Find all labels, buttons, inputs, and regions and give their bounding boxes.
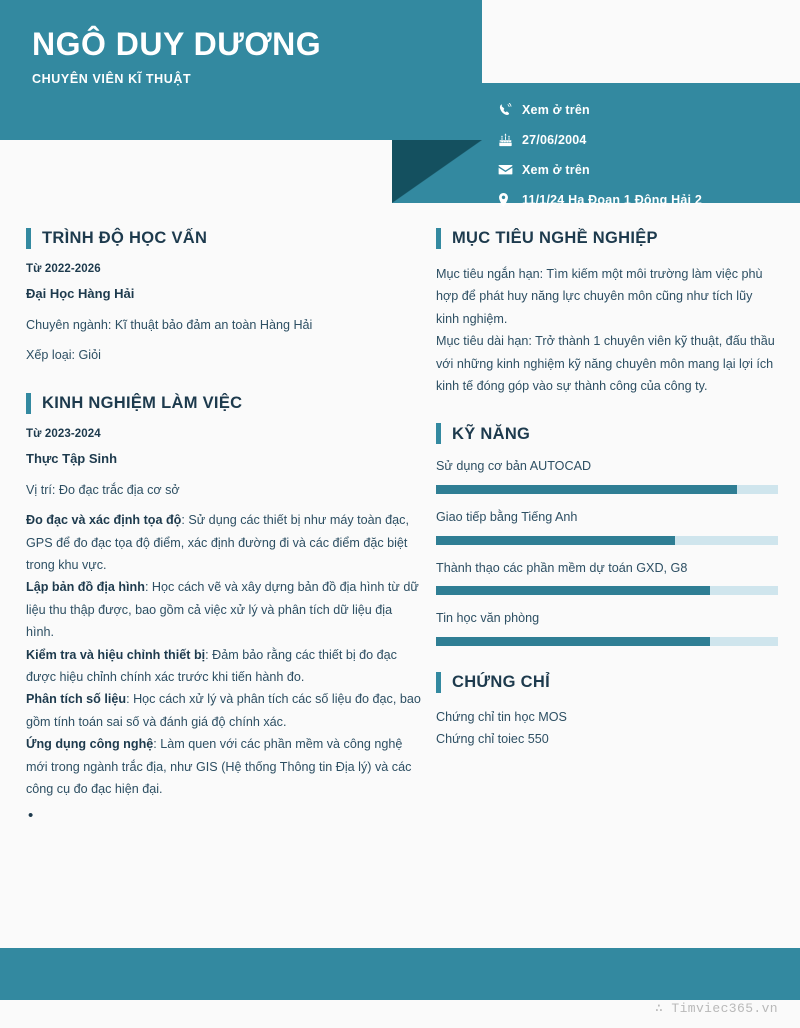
duty-label: Lập bản đồ địa hình <box>26 580 145 595</box>
duty-text: : Sử dụng các thiết bị như máy toàn đạc, GPS để đo đạc tọa độ điểm, xác định đường đi và các điểm đặc biệt trong khu vực. <box>26 513 409 573</box>
objective-paragraph-long-term: Mục tiêu dài hạn: Trở thành 1 chuyên viên kỹ thuật, đấu thầu với những kinh nghiệm kỹ năng chuyên môn mang lại lợi ích kinh tế đóng góp vào sự thành công của công ty. <box>436 334 775 394</box>
phone-icon <box>498 103 522 117</box>
section-title: CHỨNG CHỈ <box>452 673 550 692</box>
section-accent-bar <box>26 228 31 249</box>
section-accent-bar <box>26 393 31 414</box>
birthday-cake-icon <box>498 133 522 147</box>
duty-item <box>26 733 422 800</box>
certificate-item: Chứng chỉ tin học MOS <box>436 709 567 724</box>
location-pin-icon <box>498 193 522 207</box>
certificate-item: Chứng chỉ toiec 550 <box>436 731 549 746</box>
page-title: NGÔ DUY DƯƠNG <box>32 26 322 62</box>
skill-progress-track <box>436 485 778 494</box>
skill-item <box>436 458 778 494</box>
skill-progress-fill <box>436 637 710 646</box>
duty-text: : Đảm bảo rằng các thiết bị đo đạc được hiệu chỉnh chính xác trước khi tiến hành đo. <box>26 647 397 685</box>
skill-progress-track <box>436 536 778 545</box>
skill-item <box>436 610 778 646</box>
section-objective <box>436 228 778 397</box>
experience-period: Từ 2023-2024 <box>26 427 101 440</box>
duty-text: : Làm quen với các phần mềm và công nghệ mới trong ngành trắc địa, như GIS (Hệ thống Thông tin Địa lý) và các công cụ đo đạc hiện đại. <box>26 737 412 797</box>
duty-label: Phân tích số liệu <box>26 692 127 707</box>
duty-label: Ứng dụng công nghệ <box>26 737 154 752</box>
skills-heading <box>436 423 778 444</box>
contact-value-email: Xem ở trên <box>522 163 590 177</box>
duty-item <box>26 576 422 643</box>
contact-item-email[interactable] <box>498 155 800 185</box>
objective-paragraph-short-term: Mục tiêu ngắn hạn: Tìm kiếm một môi trường làm việc phù hợp để phát huy năng lực chuyên môn cũng như tích lũy kinh nghiệm. <box>436 267 763 326</box>
duty-item <box>26 509 422 576</box>
education-school: Đại Học Hàng Hải <box>26 286 135 301</box>
section-title: KINH NGHIỆM LÀM VIỆC <box>42 394 243 413</box>
duty-label: Kiểm tra và hiệu chỉnh thiết bị <box>26 647 206 662</box>
contact-item-birthday[interactable] <box>498 125 800 155</box>
duty-text: : Học cách xử lý và phân tích các số liệu đo đạc, bao gồm tính toán sai số và đánh giá độ chính xác. <box>26 692 421 729</box>
education-grade: Xếp loại: Giỏi <box>26 348 101 363</box>
skill-label: Thành thạo các phần mềm dự toán GXD, G8 <box>436 560 688 575</box>
left-column <box>26 228 422 827</box>
certificates-heading <box>436 672 778 693</box>
contact-item-phone[interactable] <box>498 95 800 125</box>
skill-item <box>436 509 778 545</box>
header-band <box>0 0 482 140</box>
watermark-label: ∴ Timviec365.vn <box>654 1001 778 1016</box>
section-education <box>26 228 422 367</box>
experience-position: Thực Tập Sinh <box>26 450 118 466</box>
skill-progress-track <box>436 586 778 595</box>
duty-item <box>26 644 422 689</box>
skill-label: Giao tiếp bằng Tiếng Anh <box>436 510 578 525</box>
duty-text: : Học cách vẽ và xây dựng bản đồ địa hình từ dữ liệu thu thập được, bao gồm cả việc xử lý và phân tích dữ liệu địa hình. <box>26 580 419 640</box>
contact-value-address: 11/1/24 Hạ Đoạn 1 Đông Hải 2 <box>522 193 702 207</box>
duty-label: Đo đạc và xác định tọa độ <box>26 513 182 528</box>
skill-progress-fill <box>436 586 710 595</box>
job-title-subtitle: CHUYÊN VIÊN KĨ THUẬT <box>32 72 192 86</box>
section-skills <box>436 423 778 646</box>
skill-label: Sử dụng cơ bản AUTOCAD <box>436 459 592 474</box>
education-heading <box>26 228 422 249</box>
skill-label: Tin học văn phòng <box>436 611 540 626</box>
experience-heading <box>26 393 422 414</box>
experience-role-line: Vị trí: Đo đạc trắc địa cơ sở <box>26 482 180 497</box>
right-column <box>436 228 778 776</box>
duty-item <box>26 688 422 733</box>
ribbon-fold-decoration <box>392 140 482 203</box>
section-experience <box>26 393 422 801</box>
skill-progress-fill <box>436 536 675 545</box>
contact-panel <box>482 83 800 207</box>
section-accent-bar <box>436 672 441 693</box>
education-major: Chuyên ngành: Kĩ thuật bảo đảm an toàn Hàng Hải <box>26 318 313 332</box>
skill-progress-fill <box>436 485 737 494</box>
section-accent-bar <box>436 228 441 249</box>
education-period: Từ 2022-2026 <box>26 263 101 275</box>
contact-value-birthday: 27/06/2004 <box>522 133 587 147</box>
section-title: MỤC TIÊU NGHỀ NGHIỆP <box>452 229 658 248</box>
contact-item-address[interactable] <box>498 185 800 215</box>
section-title: KỸ NĂNG <box>452 424 531 443</box>
footer-band <box>0 948 800 1000</box>
objective-heading <box>436 228 778 249</box>
section-title: TRÌNH ĐỘ HỌC VẤN <box>42 229 208 248</box>
skill-item <box>436 560 778 596</box>
section-accent-bar <box>436 423 441 444</box>
envelope-icon <box>498 164 522 176</box>
skill-progress-track <box>436 637 778 646</box>
contact-value-phone: Xem ở trên <box>522 103 590 117</box>
section-certificates <box>436 672 778 750</box>
